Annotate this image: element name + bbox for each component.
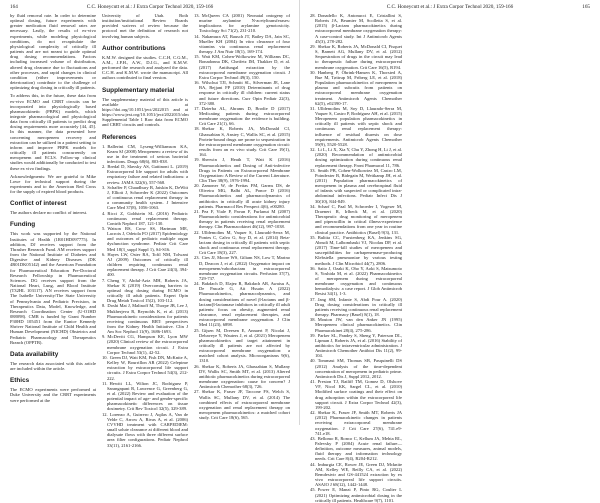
reference-number: 24. [194, 281, 200, 287]
reference-text: Watt KM, Cohen-Wolkowiez M, Williams DC, Bonadonna DK, Cheifetz IM, Thakker D, et al. (2017) Antifungal extraction by the extracorporeal membrane oxygenation circuit. J Extra Corpor Technol 49(3), 150. [199, 54, 290, 80]
reference-item [194, 281, 290, 327]
reference-text: Imburgia CE, Rower JE, Green DJ, Mcknite AM, Kelley WE, Reilly CA, et al. (2022) Remdesivir and GS-441524 extraction by ex vivo extracorporeal life support circuits. ASAIO J 68(12), 1442-1448. [315, 461, 402, 488]
reference-number: 12. [102, 411, 108, 417]
reference-text: Scharf C, Paal M, Schroeder I, Vogeser M, Draenert R, Irlbeck M, et al. (2020) Therapeutic drug monitoring of meropenem and piperacillin in critical illness-experience and recommendations from one year in routine clinical practice. Antibiotics (Basel) 9(3), 131. [315, 203, 402, 235]
reference-text: Shekar K, Roberts JA, McDonald CI, Ghassabian S, Anstey C, Wallis SC, et al. (2015) Protein-bound drugs are prone to sequestration in the extracorporeal membrane oxygenation circuit: results from an ex vivo study. Crit Care 19(1), 164. [199, 126, 290, 158]
ethics-text: The ECMO experiments were performed at Duke University and the CRRT experiments were performed at the [10, 387, 96, 403]
ethics-heading: Ethics [10, 377, 30, 385]
reference-text: Bulitta CC, Furstenberg KA, Jenkins SG, Abrudi M, Lalbombaski VJ, Nicolau DP, et al. (2017) Time-kill studies of meropenem and susceptibilities for carbapenemase-producing Klebsiella pneumoniae by various testing methods. J Clin Microbiol 44(7), 2806. [315, 234, 402, 266]
reference-item [102, 334, 188, 355]
reference-text: Hanberg P, Öbrink-Hansen K, Thorsted A, Bue M, Tøttrup M, Friberg LE, et al. (2018) Population pharmacokinetics of meropenem in plasma and subcutis from patients on extracorporeal membrane oxygenation treatment. Antimicrob Agents Chemother 62(5), e02390-17. [315, 69, 402, 106]
reference-number: 44. [310, 461, 316, 467]
left-col-3 [194, 13, 290, 422]
body-paragraph: To address this, in the future, these data from ex-vivo ECMO and CRRT circuits can be incorporated into physiologically based pharmacokinetic (PBPK) models, which integrate pharmacological and physiological data from critically ill patients to predict drug dosing requirements more accurately [44, 45]. In this manner, the data presented here concerning meropenem recovery and extraction can be utilized in a patient setting to inform and improve PBPK models for critically ill patients concurrently on meropenem and ECLS. Follow-up clinical studies would additionally be conducted to test these ex vivo findings. [10, 93, 96, 171]
reference-text: McQueen CA (2001) Neonatal ontogeny of murine arylamine N-acetyltransferases: implications for arylamine genotoxicity. Toxicology Sci 71(2), 231-210. [199, 13, 290, 34]
reference-item [310, 147, 402, 168]
reference-text: Parker SL, Pandey S, Sheng Y, Paterson DL, Lipman J, Roberts JA, et al. (2016) Stability of antibiotics for intraventricular administration. J Antimicrob Chemother Antibiot Dis 11(2), 99-104. [315, 332, 402, 359]
author-contributions-heading: Author contributions [102, 44, 166, 52]
reference-number: 34. [310, 203, 316, 209]
reference-number: 10. [102, 354, 108, 360]
reference-text: Li L, Li X, Xia Y, Chu Y, Zhong H, Li J, et al. (2020) Recommendation of antimicrobial dosing optimization during continuous renal replacement therapy. Front Pharmacol 11, 786. [315, 147, 402, 168]
reference-text: Green DJ, Watt KM, Fish DN, McKnite A, Kelley W, Bourrillon AR (2022) Cefepime extraction by extracorporeal life support circuits. J Extra Corpor Technol 54(3), 212-222. [107, 354, 188, 381]
reference-item [310, 70, 402, 106]
header-citation: C.C. Honeycutt et al.: J Extra Corpor Technol 2020, 159-166 [386, 4, 514, 10]
reference-item [310, 204, 402, 235]
reference-item [102, 226, 188, 252]
reference-text: Hayes LW, Oster RA, Tofil NM, Tolwani AJ (2009) Outcomes of critically ill children requiring continuous renal replacement therapy. J Crit Care 24(3), 394-400. [107, 251, 188, 278]
left-col-1 [10, 13, 96, 422]
reference-text: Tommasi SM, Thomas SB, Pasquinelli DS (2012) Analysis of the time-dependent concentration of meropenem in pediatric prime. Antimicrob Dis J, Suppl 2012, 2012. [315, 358, 402, 379]
reference-item [194, 126, 290, 157]
reference-text: Shekar K, Roberts JA, Ghassabian S, Mullany DV, Wallis SC, Smith MT, et al. (2013) Altered antibiotic pharmacokinetics during extracorporeal membrane oxygenation: cause for concern? J Antimicrob Chemother 68(3), 726. [199, 363, 290, 390]
data-availability-heading: Data availability [10, 350, 59, 358]
reference-text: Smith PB, Cohen-Wolkowiez M, Castro LM, Poindexter B, Bidegain M, Weitkamp JH, et al. (2011) Population pharmacokinetics of meropenem in plasma and cerebrospinal fluid of infants with suspected or complicated intra-abdominal infections. Pediatr Infect Dis J 30(10), 844-849. [315, 167, 402, 204]
reference-text: Shekar K, Roberts JA, McDonald CI, Fisquet S, Barnett AG, Mullany DV, et al. (2012) Sequestration of drugs in the circuit may lead to therapeutic failure during extracorporeal membrane oxygenation. Crit Care 16(5), R194. [315, 43, 402, 70]
reference-text: Bakdach D, Elajez R, Bakdach AR, Awaisu A, De Pascale G, Ait Hssain A (2022) Pharmacokinetics, pharmacodynamics, and dosing considerations of novel β-lactams and β-lactam/β-lactamase inhibitors in critically ill adult patients: focus on obesity, augmented renal clearance, renal replacement therapies, and extracorporeal membrane oxygenation. J Clin Med 11(23), 6898. [199, 281, 290, 328]
page-number: 165 [582, 4, 590, 10]
reference-item [310, 44, 402, 70]
data-availability-text: The research data associated with this article are included within the article. [10, 360, 96, 372]
reference-number: 39. [310, 332, 316, 338]
reference-number: 1. [102, 143, 106, 149]
reference-item [310, 436, 402, 462]
reference-text: Cheng V, Abdul-Aziz MH, Roberts JA, Shekar K (2019) Overcoming barriers to optimal drug dosing during ECMO in critically ill adult patients. Expert Opin Drug Metab Toxicol 15(2), 103-112. [107, 277, 188, 304]
reference-number: 28. [310, 13, 316, 18]
reference-text: Ulldemolins M, Soy D, Llaurado-Serra M, Vaquer S, Castro P, Rodríguez AH, et al. (2015) Meropenem population pharmacokinetics in critically ill patients with septic shock and continuous renal replacement therapy: influence of residual diuresis on dose requirements. Antimicrob Agents Chemother 59(9), 5520-5528. [315, 105, 402, 147]
left-page [0, 0, 300, 448]
reference-item [310, 462, 402, 488]
reference-number: 17. [194, 105, 200, 111]
reference-number: 42. [310, 410, 316, 416]
reference-item [194, 157, 290, 183]
reference-item [194, 328, 290, 364]
reference-item [310, 13, 402, 44]
ethics-continued: University of Utah. Both institution/institutional Review Boards provided waivers of review because the protocol met the definition of research not involving human subjects. [102, 13, 188, 39]
reference-text: Jang SM, Infante S, Abdi Pour A. (2020) Drug dosing considerations in critically ill patients receiving continuous renal replacement therapy. Pharmacy (Basel) 8(1), 18. [315, 296, 402, 318]
references-heading: References [102, 133, 137, 141]
reference-item [310, 317, 402, 332]
reference-text: Power E, Manzi P, Pinto RG, Coulter L (2021) Optimizing antimicrobial dosing in the critically ill patients. Healthcare 9(7), 1101. [315, 487, 402, 503]
reference-number: 40. [310, 358, 316, 364]
reference-list [310, 13, 402, 503]
reference-text: Ballerini CM, Lyseng-Williamson KA, Keam SJ (2008) Meropenem: a review of its use in the treatment of serious bacterial infections. Drugs 68(6), 803-838. [107, 143, 188, 164]
reference-number: 15. [194, 54, 200, 60]
reference-item [102, 164, 188, 185]
reference-text: Zamoner W, de Freitas FM, Garms DS, de Oliveira MG, Balbi AL, Ponce D (2016) Pharmacokinetics and pharmacodynamics of antibiotics in critically ill acute kidney injury patients. Pharmacol Res Perspect 4(6), e00280. [199, 183, 290, 209]
reference-item [194, 183, 290, 209]
reference-item [194, 34, 290, 55]
reference-number: 16. [194, 80, 200, 86]
reference-text: Shekar K, Fraser JF, Smith MT, Roberts JA (2012) Pharmacokinetic changes in patients receiving extracorporeal membrane oxygenation. J Crit Care 27(6), 741.e9-741.e18. [315, 410, 402, 436]
reference-number: 7. [102, 277, 106, 283]
reference-number: 30. [310, 69, 316, 75]
reference-text: Lorenzo A, Guirrero J, Aqilas A, Van de Velde C, Arrow A, Rivas A, et al. (2006) CVVHD treatment with CARPEDIEM: small solute clearance at different blood and dialysate flows with three different surface area filter configurations. Pediatr Nephrol 33(11), 2161-2166. [107, 411, 188, 448]
acknowledgments: Acknowledgments: We are grateful to Mike Lowe for technical support during the experiments and to the American Red Cross for the supply of expired blood products. [10, 173, 96, 195]
reference-number: 4. [102, 210, 106, 216]
right-page [300, 0, 600, 503]
reference-text: Pea F, Viale P, Pavan F, Furlanut M (2007) Pharmacokinetic considerations for antimicrobial therapy in patients receiving renal replacement therapy. Clin Pharmacokinet 46(12), 997-1038. [199, 208, 290, 230]
reference-item [194, 106, 290, 127]
reference-number: 37. [310, 296, 316, 302]
reference-item [102, 355, 188, 381]
reference-item [102, 381, 188, 412]
reference-text: Dzierba AL, Abrams D, Brodie D (2017) Medicating patients during extracorporeal membrane oxygenation: the evidence is building. Crit Care 21(1), 66. [199, 105, 290, 127]
right-col-1 [310, 13, 402, 503]
reference-text: Bredal D, Slavsky AS, Gattinoni L. (2019) Extracorporeal life support for adults with respiratory failure and related indications: a review. JAMA 322(6), 557-568. [107, 164, 188, 185]
reference-item [194, 80, 290, 106]
reference-number: 22. [194, 229, 200, 235]
reference-item [310, 297, 402, 318]
reference-item [102, 252, 188, 278]
reference-item [310, 487, 402, 502]
reference-item [310, 379, 402, 410]
reference-item [102, 412, 188, 448]
reference-item [194, 54, 290, 80]
reference-number: 9. [102, 334, 106, 340]
reference-number: 25. [194, 327, 200, 333]
reference-number: 43. [310, 435, 316, 441]
reference-number: 20. [194, 183, 200, 189]
reference-item [310, 410, 402, 436]
reference-text: Nakamura AT, Bausch JT, Bailey DA, Jain SC, Mueller KH (2004) In vitro clearance of four vitamins via continuous renal replacement therapy. J Am Nutr 18(1), 169-174. [199, 33, 290, 55]
reference-text: McDevitt CG, Hampson KE, Lyon MW (2020) Clinical review of the extracorporeal membrane oxygenation circuit. J Extra Corpor Technol 53(1), 42-52. [107, 334, 188, 355]
reference-number: 11. [102, 380, 108, 386]
author-contributions-text: K.M.W. designed the studies. C.C.H, C.G.M., A.M., J.P.H., A.W., D.J.G., and K.M.W. performed the research and analyzed the data. C.C.H. and K.M.W. wrote the manuscript. All authors contributed to final version. [102, 54, 188, 81]
conflict-text: The authors declare no conflict of interest. [10, 210, 88, 216]
reference-text: Shekar K, Fraser JF, Taccone FS, Welch S, Wallis SC, Mullany DV, et al. (2014) The combined effects of extracorporeal membrane oxygenation and renal replacement therapy on meropenem pharmacokinetics: a matched cohort study. Crit Care 18(6), 565. [199, 389, 290, 421]
reference-item [310, 358, 402, 379]
supplementary-heading: Supplementary material [102, 86, 175, 94]
reference-number: 3. [102, 184, 106, 190]
reference-number: 21. [194, 208, 200, 214]
supplementary-text: The supplementary material of this article is available at https://doi.org/10.1051/ject/2022015 and at https://www.jext.org/10.1051/ject/2022015/olm [102, 96, 189, 118]
reference-number: 23. [194, 255, 200, 261]
reference-item [194, 209, 290, 230]
reference-item [102, 185, 188, 211]
reference-item [310, 235, 402, 266]
reference-text: Preston TJ, Ratliff TM, Gomez D, Olshove VF, Nicol KK, Sargel CL, et al. (2010) Modified surface coatings and their effect on drug adsorption within the extracorporeal life support circuit. J Extra Corpor Technol 42(3), 199-202. [315, 379, 402, 410]
header-citation: C.C. Honeycutt et al.: J Extra Corpor Technol 2020, 159-166 [86, 4, 214, 10]
left-col-2 [102, 13, 189, 448]
reference-text: Mouton JW, van den Anker JN (1995) Meropenem clinical pharmacokinetics. Clin Pharmacokinet 28(4), 275-286. [315, 317, 402, 333]
reference-number: 38. [310, 317, 316, 323]
reference-number: 41. [310, 379, 316, 385]
reference-number: 29. [310, 43, 316, 49]
reference-number: 27. [194, 389, 200, 395]
funding-heading: Funding [10, 221, 36, 229]
reference-number: 33. [310, 167, 316, 173]
reference-list [194, 13, 290, 420]
conflict-heading: Conflict of interest [10, 200, 67, 208]
reference-item [194, 389, 290, 420]
supplementary-table: Supplemental Table 1 Raw data from ECMO and CRRT circuits and controls. [102, 117, 188, 128]
reference-number: 5. [102, 226, 106, 231]
reference-text: Ricci Z, Goldstein SL (2016) Pediatric continuous renal replacement therapy. Contrib Nephrol 187, 121-130. [107, 210, 188, 226]
reference-item [310, 333, 402, 359]
reference-item [102, 144, 188, 165]
reference-text: Watson RS, Crow SS, Hartman ME, Lacroix J, Odetola FO (2017) Epidemiology and outcomes of pediatric multiple organ dysfunction syndrome. Pediatr Crit Care Med 18(3_suppl Suppl 1), S4-S16. [107, 226, 188, 252]
reference-number: 36. [310, 265, 316, 271]
reference-number: 18. [194, 126, 200, 132]
reference-text: Ulldemolins M, Vaquer S, Llauradó-Serra M, Pontes C, Calvo G, Soy D, et al. (2014) Beta-lactam dosing in critically ill patients with septic shock and continuous renal replacement therapy. Crit Care 18(3), 227. [199, 229, 290, 256]
body-paragraph: by fluid removal rate. In order to determine optimal dosing, future experiments with greater medication fluid removal rates are necessary. Lastly, the results of ex-vivo experiments, while modeling physiological conditions, do not recapitulate the physiological complexity of critically ill patients and are not meant to guide optimal drug dosing recommendations. Factors including increased volume of distribution, altered drug clearance due to fluctuations and other processes, and rapid changes in clinical condition (either improvements or deterioration) contribute to the challenge of optimizing drug dosing in critically ill patients. [10, 13, 96, 91]
reference-item [310, 106, 402, 147]
reference-text: Donadello K, Antonucci E, Cristallini S, Roberts JA, Beumier M, Scolletta S, et al. (2015) β-Lactam pharmacokinetics during extracorporeal membrane oxygenation therapy: A case-control study. Int J Antimicrob Agents 45(3), 278-282. [315, 13, 402, 44]
reference-number: 19. [194, 157, 200, 163]
reference-item [194, 230, 290, 256]
reference-text: Cies JJ, Moore WS, Giliam NS, Low T, Marino D, Deacon J, et al. (2022) Oxygenator impact on meropenem/vaborbactam in extracorporeal membrane oxygenation circuits. Perfusion 37(7), 729-737. [199, 255, 290, 281]
reference-number: 8. [102, 303, 106, 309]
reference-list [102, 144, 188, 448]
running-header [310, 3, 590, 12]
reference-number: 31. [310, 105, 316, 111]
reference-number: 14. [194, 33, 200, 39]
page-number: 164 [10, 4, 18, 10]
reference-text: Bellomo R, Ronco C, Kellum JA, Mehta RL, Palevsky P (2004) Acute renal failure—definition, outcome measures, animal models, fluid therapy and information technology needs. Crit Care 8(4), R204-R212. [315, 435, 402, 462]
reference-text: Schaffer P, Chaudhury B, Jaiskin K, DeWitt J, Elliott J, Schroeder K (2022) Outcomes of continuous renal replacement therapy in a community health system. J Intensive Care Med 37(8), 1056-1063. [107, 184, 188, 211]
reference-item [102, 211, 188, 226]
reference-text: Sherwin J, Heath T, Watt K (2016) Pharmacokinetics and Dosing of Anti-infective Drugs in Patients on Extracorporeal Membrane Oxygenation: A Review of the Current Literature. Clin Ther 38(9), 1976-1994. [199, 157, 290, 183]
reference-item [194, 255, 290, 281]
reference-text: Wilschut TJI, Schmitt SL, Silverman JE, Lane BA, Bejjani FP (2010) Determinants of drug response in critically ill children: current status and future directions. Curr Opin Pediatr 22(3), 372-380. [199, 80, 290, 106]
funding-text: This work was supported by the National Institutes of Health (1R01HD097775). In addition, DJ receives support from the Thrasher Research Fund. AM receives support from the National Institute of Diabetes and Digestive and Kidney Diseases (DK 4R01DK05142) and the American Foundation for Pharmaceutical Education Pre-Doctoral Research Fellowship in Pharmaceutical Sciences. DG receives support from the National Heart, Lung, and Blood Institute (T32HL 103117). AN receives support from The Isabelle University/The State University of Pennsylvania and Pediatric Precision, in Therapeutics Data, Model, Knowledge, and Research Coordination Center (U-O1HD 088098). CMR is funded by Grant Number P30HD 105451 from the Eunice Kennedy Shriver National Institute of Child Health and Human Development (NICHD) Obstetrics and Pediatric Pharmacology and Therapeutics Branch (OPPTB). [10, 231, 96, 345]
reference-number: 45. [310, 487, 316, 493]
reference-number: 13. [194, 13, 200, 18]
reference-number: 35. [310, 234, 316, 240]
reference-text: Doshi Mat J, Malinoff M, Thorpe JB, Lee J, Mukherjeva R, Reynolds K, et al. (2013) Pharmacokinetic considerations for patients receiving continuous RRT: perspectives from the Kidney Health Initiative. Clin J Am Soc Nephrol 11(9), 1686-1693. [107, 303, 188, 335]
reference-item [102, 278, 188, 304]
reference-item [310, 168, 402, 204]
reference-item [194, 13, 290, 34]
running-header [10, 3, 290, 12]
reference-number: 2. [102, 164, 106, 170]
reference-text: Gijsen M, Dreesen E, Annaert P, Nicolai J, Debaveye Y, Wauters J, et al. (2021) Meropenem pharmacokinetics and target attainment in critically ill patients are not affected by extracorporeal membrane oxygenation: a matched cohort analysis. Microorganisms 9(6), 1310. [199, 327, 290, 364]
reference-text: Saito J, Ozaki K, Oho Y, Aoki S, Matsumoto S, Yoshida M, et al. (2022) Pharmacokinetics of meropenem during extracorporeal membrane oxygenation and continuous hemodialysis: a case report. J Glob Antimicrob Resist 34(1), 1-3. [315, 265, 402, 297]
reference-number: 32. [310, 147, 316, 153]
reference-number: 6. [102, 251, 106, 257]
reference-item [194, 364, 290, 390]
reference-text: Hewitt LL, Wilton JC, Rodriguez P, Sarangapani R, Lawrence G, Greenberg G, et al. (2022) Review and evaluation of the potential impact of age- and gender-specific pharmacokinetic differences on tissue dosimetry. Crit Rev Toxicol 32(5), 329-389. [107, 380, 188, 412]
reference-item [102, 303, 188, 334]
reference-number: 26. [194, 363, 200, 369]
reference-item [310, 266, 402, 297]
